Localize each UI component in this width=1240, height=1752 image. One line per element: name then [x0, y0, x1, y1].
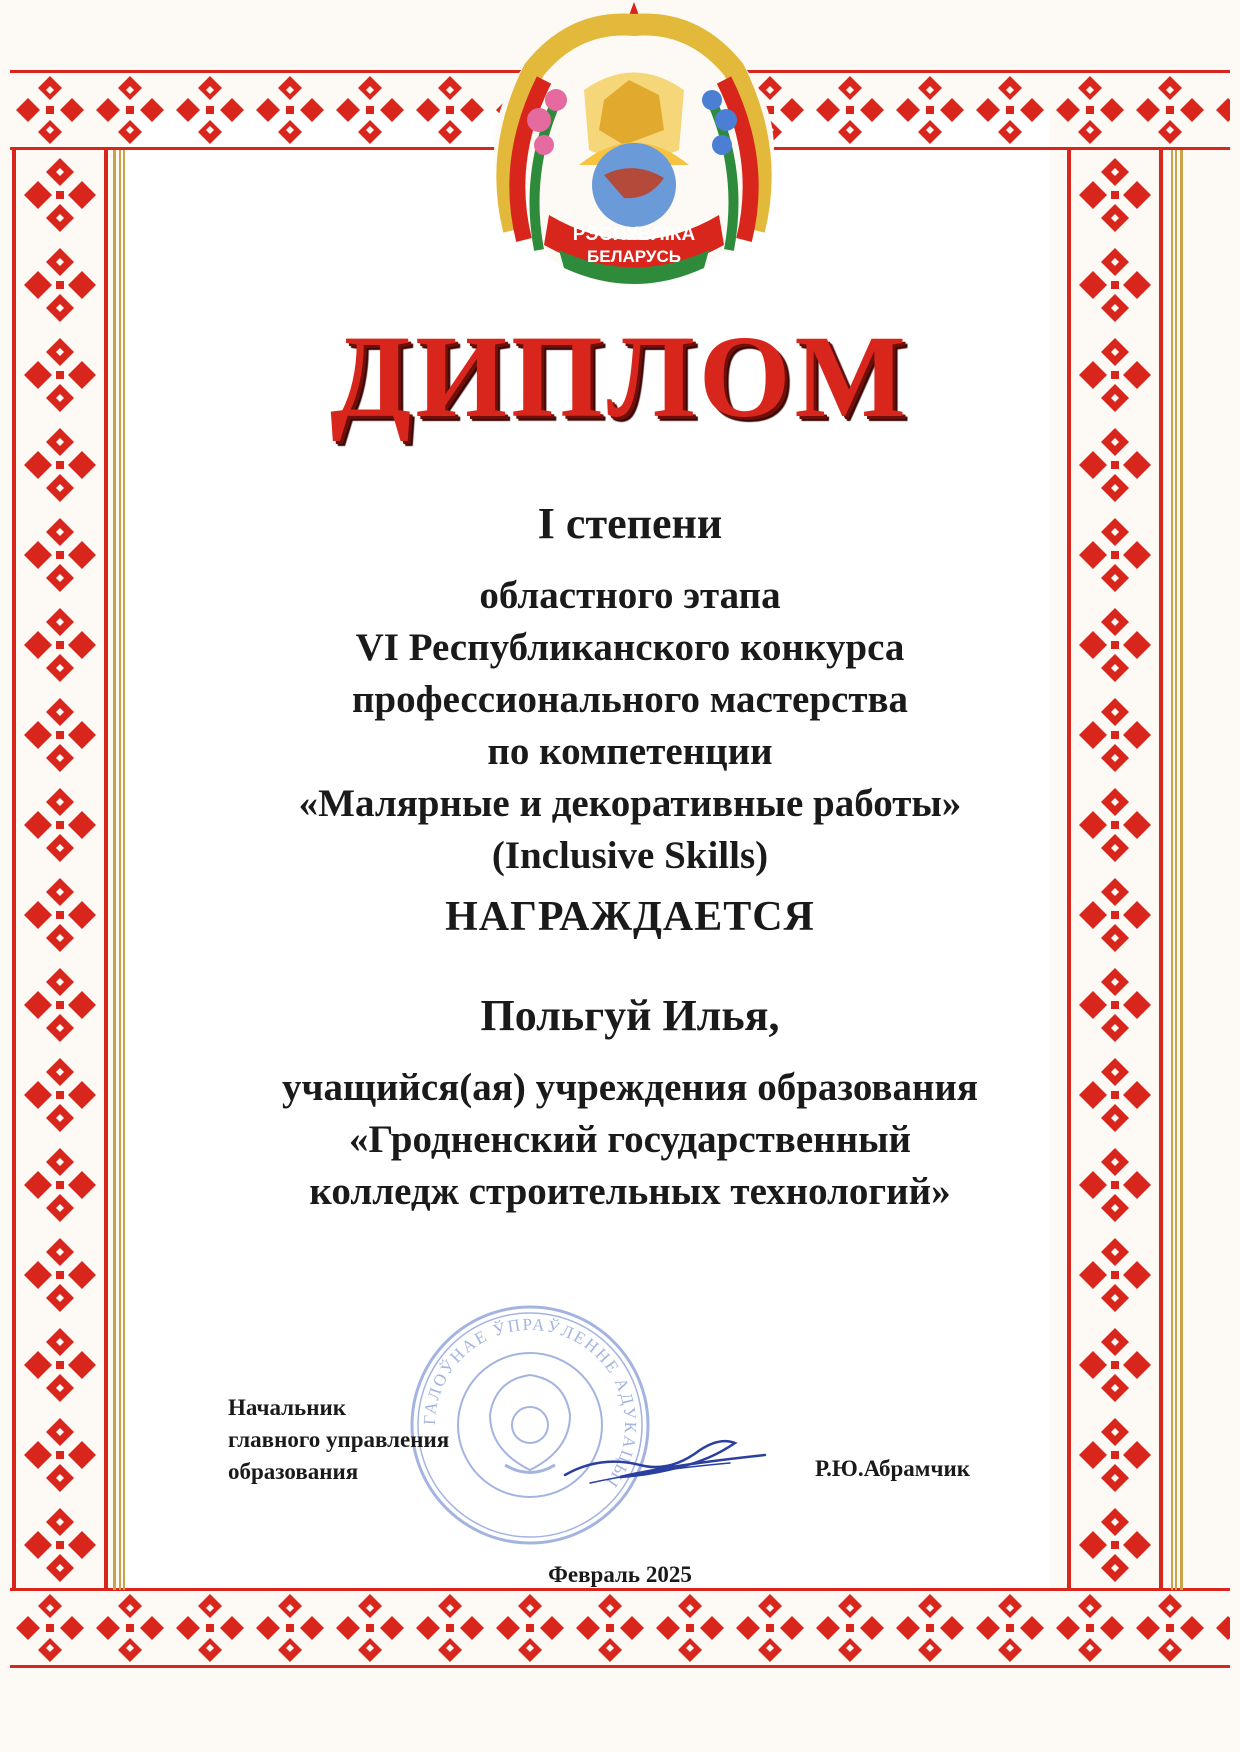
competition-line: по компетенции	[487, 730, 773, 773]
competition-line: профессионального мастерства	[351, 678, 909, 721]
belarus-coat-of-arms-icon	[464, 0, 804, 300]
institution-line: учащийся(ая) учреждения образования	[282, 1066, 978, 1109]
signature-icon	[560, 1415, 770, 1495]
competition-line: областного этапа	[479, 574, 781, 617]
gold-stripe-icon	[1170, 150, 1184, 1590]
left-ornament-icon	[10, 150, 110, 1590]
bottom-ornament-icon	[10, 1588, 1230, 1668]
competition-line: (Inclusive Skills)	[491, 834, 769, 877]
state-emblem	[464, 0, 804, 300]
diploma-degree: I степени	[537, 499, 723, 548]
institution-line: «Гродненский государственный	[348, 1118, 912, 1161]
competition-line: VI Республиканского конкурса	[355, 626, 905, 669]
gold-stripe-icon	[112, 150, 126, 1590]
handwritten-signature	[560, 1415, 770, 1495]
signer-title-line: главного управления	[228, 1427, 450, 1452]
diploma-title: ДИПЛОМ	[330, 311, 910, 442]
right-gold-stripes	[1170, 150, 1184, 1590]
bottom-ornament-band	[10, 1588, 1230, 1668]
issue-date: Февраль 2025	[548, 1562, 692, 1587]
signer-title	[228, 1392, 548, 1488]
emblem-ribbon-line2: БЕЛАРУСЬ	[587, 247, 681, 266]
institution-description	[170, 1062, 1090, 1218]
competition-description	[170, 570, 1090, 882]
institution-line: колледж строительных технологий»	[309, 1170, 951, 1213]
signer-title-line: Начальник	[228, 1395, 346, 1420]
signer-name: Р.Ю.Абрамчик	[815, 1456, 970, 1481]
signer-title-line: образования	[228, 1459, 359, 1484]
seal-ring-text: ГАЛОЎНАЕ ЎПРАЎЛЕННЕ АДУКАЦЫІ	[419, 1314, 641, 1493]
awarded-label: НАГРАЖДАЕТСЯ	[445, 894, 815, 940]
competition-line: «Малярные и декоративные работы»	[298, 782, 962, 825]
recipient-name: Польгуй Илья,	[480, 991, 780, 1040]
left-gold-stripes	[112, 150, 126, 1590]
emblem-ribbon-line1: РЭСПУБЛІКА	[572, 224, 696, 245]
left-ornament-band	[10, 150, 110, 1590]
